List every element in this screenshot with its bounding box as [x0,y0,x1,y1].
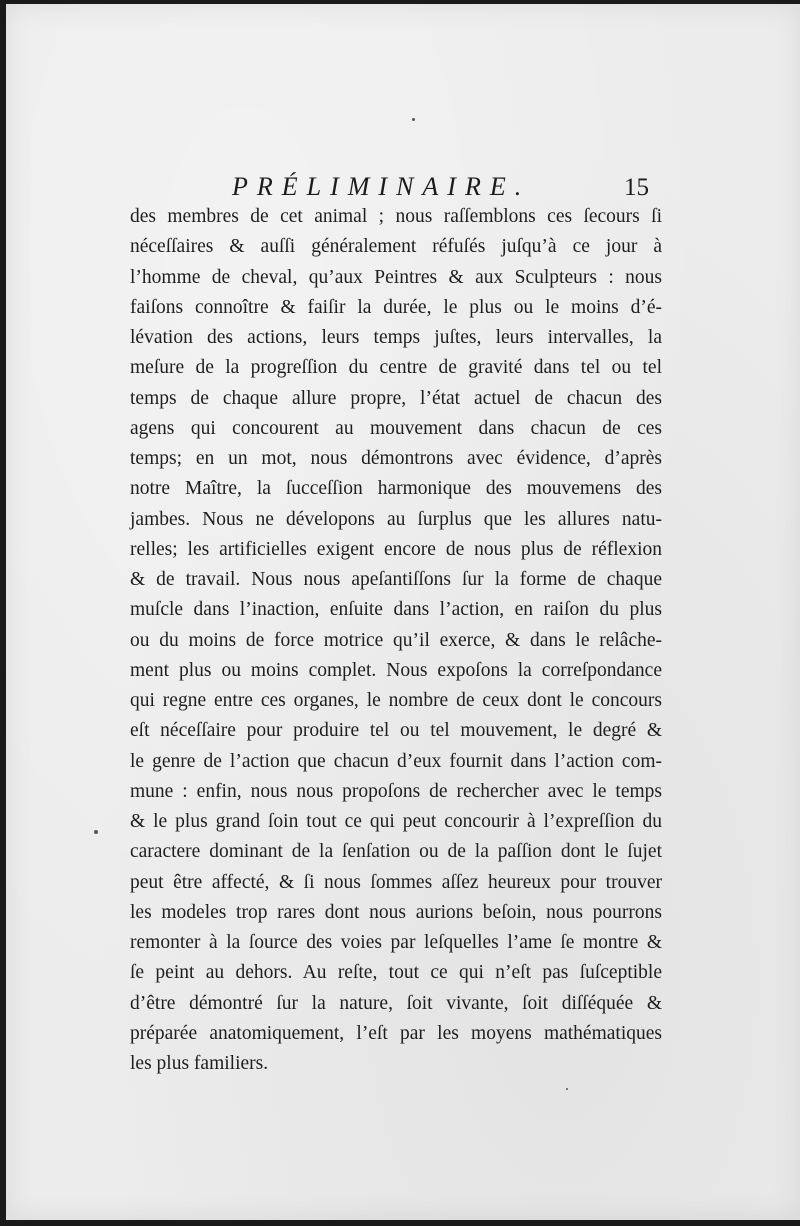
text-line: faiſons connoître & faiſir la durée, le plus ou le moins d’é- [130,296,662,318]
text-line: agens qui concourent au mouvement dans chacun de ces [130,417,662,439]
text-line: les modeles trop rares dont nous aurions beſoin, nous pourrons [130,901,662,923]
text-line: d’être démontré ſur la nature, ſoit vivante, ſoit diſſéquée & [130,992,662,1014]
text-line: & le plus grand ſoin tout ce qui peut concourir à l’expreſſion du [130,811,662,832]
text-line: lévation des actions, leurs temps juſtes, leurs intervalles, la [130,327,662,348]
text-line: jambes. Nous ne dévelopons au ſurplus que les allures natu- [130,508,662,530]
body-text [130,202,662,1079]
text-line: le genre de l’action que chacun d’eux fournit dans l’action com- [130,750,662,772]
text-line: des membres de cet animal ; nous raſſemblons ces ſecours ſi [130,206,662,227]
text-line: remonter à la ſource des voies par leſquelles l’ame ſe montre & [130,932,662,953]
text-line: l’homme de cheval, qu’aux Peintres & aux Sculpteurs : nous [130,266,662,288]
text-line: ment plus ou moins complet. Nous expoſons la correſpondance [130,659,662,681]
text-line: meſure de la progreſſion du centre de gravité dans tel ou tel [130,357,662,379]
text-line: qui regne entre ces organes, le nombre de ceux dont le concours [130,690,662,711]
text-line: peut être affecté, & ſi nous ſommes aſſez heureux pour trouver [130,871,662,893]
paper-speck [566,1088,568,1090]
text-line: mune : enfin, nous nous propoſons de rechercher avec le temps [130,780,662,802]
text-line: muſcle dans l’inaction, enſuite dans l’action, en raiſon du plus [130,599,662,621]
text-line: les plus familiers. [130,1053,269,1074]
text-line: caractere dominant de la ſenſation ou de la paſſion dont le ſujet [130,841,662,863]
text-line: temps; en un mot, nous démontrons avec évidence, d’après [130,448,662,469]
book-page [6,4,800,1220]
text-line: préparée anatomiquement, l’eſt par les moyens mathématiques [130,1022,662,1044]
text-line: néceſſaires & auſſi généralement réfuſés juſqu’à ce jour à [130,236,662,258]
text-line: notre Maître, la ſucceſſion harmonique des mouvemens des [130,478,662,500]
text-line: ou du moins de force motrice qu’il exerce, & dans le relâche- [130,629,662,651]
text-line: ſe peint au dehors. Au reſte, tout ce qui n’eſt pas ſuſceptible [130,962,662,984]
paper-speck [94,830,98,834]
text-line: & de travail. Nous nous apeſantiſſons ſur la forme de chaque [130,569,662,590]
page-number: 15 [624,174,649,201]
text-line: temps de chaque allure propre, l’état actuel de chacun des [130,387,662,409]
running-title: PRÉLIMINAIRE. [232,172,531,201]
paper-speck [412,118,415,121]
text-line: relles; les artificielles exigent encore de nous plus de réflexion [130,538,662,560]
text-line: eſt néceſſaire pour produire tel ou tel mouvement, le degré & [130,720,662,742]
